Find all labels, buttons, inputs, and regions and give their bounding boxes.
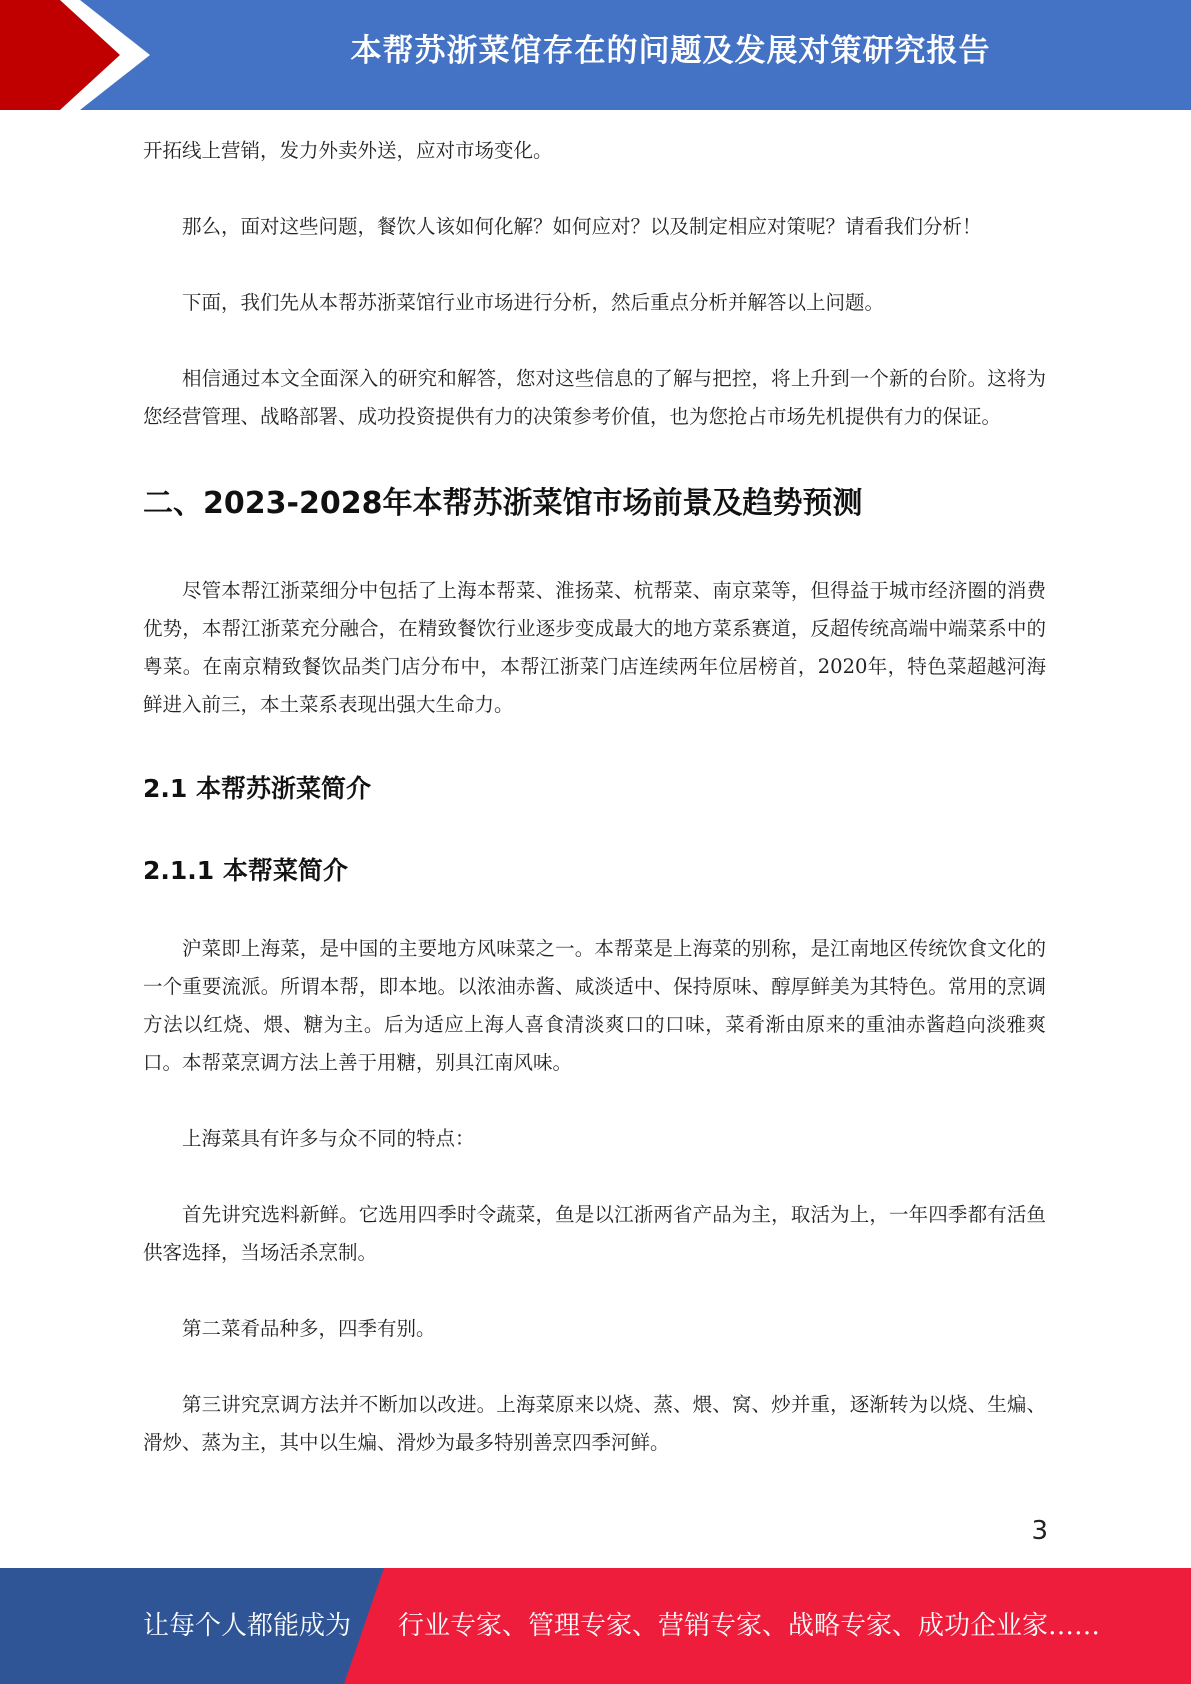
- paragraph-believe: 相信通过本文全面深入的研究和解答，您对这些信息的了解与把控，将上升到一个新的台阶。这将为您经营管理、战略部署、成功投资提供有力的决策参考价值，也为您抢占市场先机提供有力的保证。: [143, 367, 1046, 428]
- page-header: [0, 0, 1191, 110]
- page-footer: [0, 1568, 1191, 1684]
- paragraph-second: 第二菜肴品种多，四季有别。: [182, 1317, 436, 1340]
- subsection-2-1-1-heading: 2.1.1 本帮菜简介: [143, 856, 348, 885]
- footer-slogan-right: 行业专家、管理专家、营销专家、战略专家、成功企业家……: [398, 1611, 1101, 1641]
- paragraph-section-2: 尽管本帮江浙菜细分中包括了上海本帮菜、淮扬菜、杭帮菜、南京菜等，但得益于城市经济圈的消费优势，本帮江浙菜充分融合，在精致餐饮行业逐步变成最大的地方菜系赛道，反超传统高端中端菜系中的粤菜。在南京精致餐饮品类门店分布中，本帮江浙菜门店连续两年位居榜首，2020年，特色菜超越河海鲜进入前三，本土菜系表现出强大生命力。: [143, 579, 1046, 716]
- paragraph-third: 第三讲究烹调方法并不断加以改进。上海菜原来以烧、蒸、煨、窝、炒并重，逐渐转为以烧、生煸、滑炒、蒸为主，其中以生煸、滑炒为最多特别善烹四季河鲜。: [143, 1393, 1046, 1454]
- paragraph-hucai: 沪菜即上海菜，是中国的主要地方风味菜之一。本帮菜是上海菜的别称，是江南地区传统饮食文化的一个重要流派。所谓本帮，即本地。以浓油赤酱、咸淡适中、保持原味、醇厚鲜美为其特色。常用的烹调方法以红烧、煨、糖为主。后为适应上海人喜食清淡爽口的口味，菜肴渐由原来的重油赤酱趋向淡雅爽口。本帮菜烹调方法上善于用糖，别具江南风味。: [143, 937, 1046, 1074]
- paragraph-intro-tail: 开拓线上营销，发力外卖外送，应对市场变化。: [143, 139, 553, 162]
- paragraph-features: 上海菜具有许多与众不同的特点：: [182, 1127, 475, 1150]
- report-title: 本帮苏浙菜馆存在的问题及发展对策研究报告: [350, 33, 991, 69]
- paragraph-next: 下面，我们先从本帮苏浙菜馆行业市场进行分析，然后重点分析并解答以上问题。: [182, 291, 885, 314]
- paragraph-first: 首先讲究选料新鲜。它选用四季时令蔬菜，鱼是以江浙两省产品为主，取活为上，一年四季都有活鱼供客选择，当场活杀烹制。: [143, 1203, 1046, 1264]
- footer-slogan-left: 让每个人都能成为: [143, 1611, 352, 1641]
- page-content: [143, 132, 1046, 1462]
- paragraph-question: 那么，面对这些问题，餐饮人该如何化解？如何应对？以及制定相应对策呢？请看我们分析！: [182, 215, 982, 238]
- subsection-2-1-heading: 2.1 本帮苏浙菜简介: [143, 774, 371, 803]
- page-number: 3: [1031, 1516, 1048, 1546]
- section-2-heading: 二、2023-2028年本帮苏浙菜馆市场前景及趋势预测: [143, 486, 863, 521]
